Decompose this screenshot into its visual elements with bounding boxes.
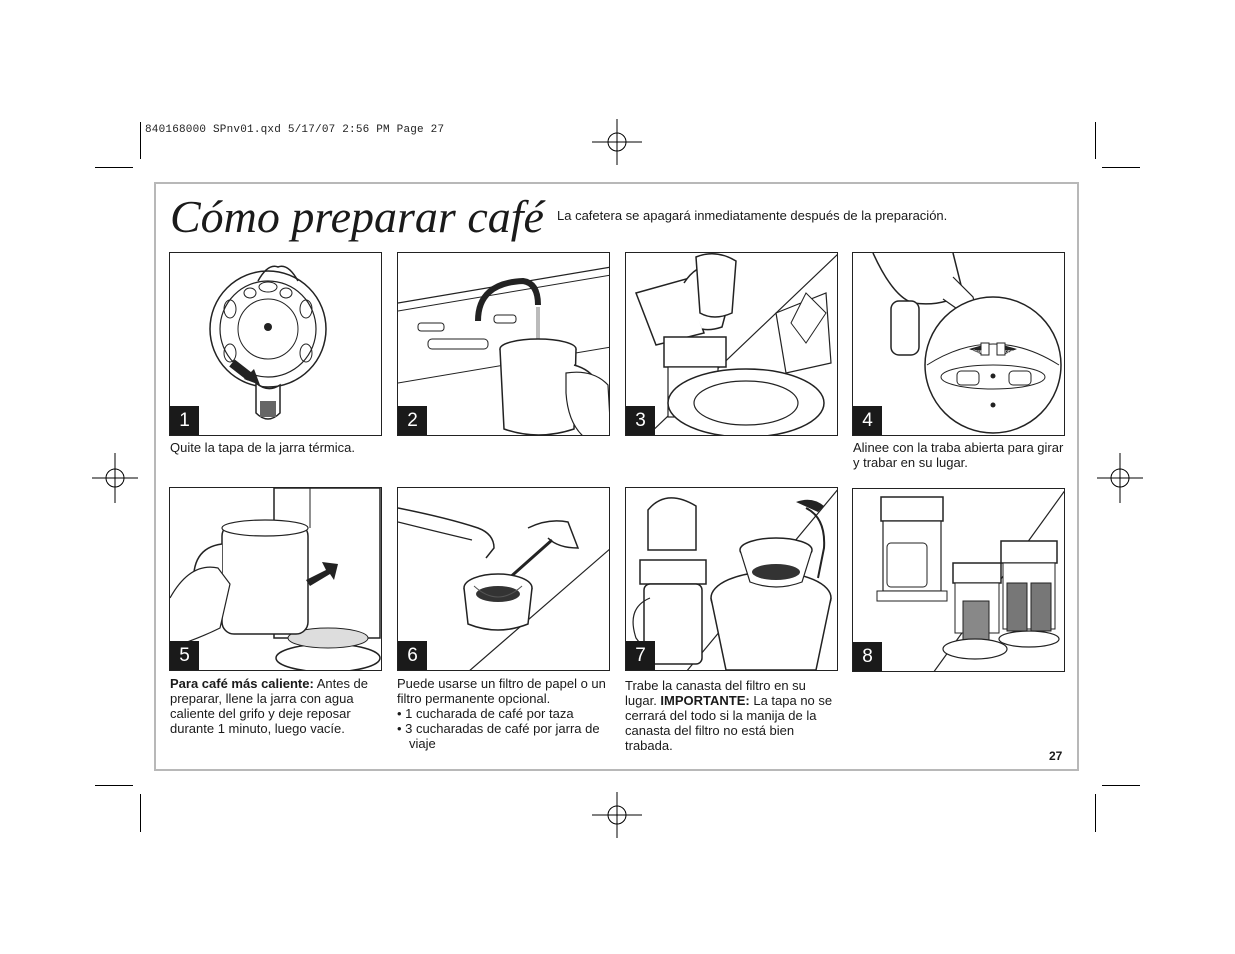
registration-mark-icon — [1097, 453, 1143, 503]
step-caption-4: Alinee con la traba abierta para girar y trabar en su lugar. — [853, 440, 1064, 470]
printer-slug: 840168000 SPnv01.qxd 5/17/07 2:56 PM Page 27 — [145, 124, 445, 136]
step-panel-8 — [852, 488, 1065, 672]
step-panel-1 — [169, 252, 382, 436]
caption-text: Antes de preparar, llene la jarra con agua caliente del grifo y deje reposar durante 1 minuto, luego vacíe. — [170, 676, 369, 736]
caption-text: Puede usarse un filtro de papel o un filtro permanente opcional. — [397, 676, 606, 706]
step-caption-5 — [170, 676, 380, 736]
caption-text-pre: Trabe la canasta del filtro en su lugar. — [625, 678, 806, 708]
lid-lock-icon — [853, 253, 1065, 436]
step-caption-1: Quite la tapa de la jarra térmica. — [170, 440, 355, 455]
lock-close-label: close — [971, 349, 983, 355]
crop-mark — [1102, 167, 1140, 168]
step-number: 6 — [398, 641, 427, 670]
insert-carafe-icon — [170, 488, 382, 671]
bullet-item: • 1 cucharada de café por taza — [397, 706, 611, 721]
crop-mark — [140, 794, 141, 832]
crop-mark — [95, 785, 133, 786]
faucet-fill-icon — [398, 253, 610, 436]
step-number: 8 — [853, 642, 882, 671]
crop-mark — [95, 167, 133, 168]
pour-water-icon — [626, 253, 838, 436]
bullet-item: • 3 cucharadas de café por jarra de viaje — [397, 721, 611, 751]
step-panel-4 — [852, 252, 1065, 436]
registration-mark-icon — [92, 453, 138, 503]
caption-bold: Para café más caliente: — [170, 676, 314, 691]
step-caption-7 — [625, 678, 839, 753]
coffeemaker-modes-icon — [853, 489, 1065, 672]
crop-mark — [1095, 794, 1096, 832]
caption-bullets — [397, 706, 611, 751]
caption-bold: IMPORTANTE: — [660, 693, 750, 708]
step-number: 4 — [853, 406, 882, 435]
step-number: 3 — [626, 406, 655, 435]
lock-open-label: open — [1005, 349, 1017, 355]
page-number: 27 — [1049, 749, 1063, 763]
filter-basket-icon — [626, 488, 838, 671]
carafe-lid-icon — [170, 253, 382, 436]
step-number: 2 — [398, 406, 427, 435]
registration-mark-icon — [592, 119, 642, 165]
step-panel-3 — [625, 252, 838, 436]
caption-text: La tapa no se cerrará del todo si la manija de la canasta del filtro no está bien trabada. — [625, 693, 833, 753]
filter-scoop-icon — [398, 488, 610, 671]
page-title: Cómo preparar café — [170, 191, 544, 242]
step-number: 5 — [170, 641, 199, 670]
step-caption-6 — [397, 676, 611, 751]
step-panel-5 — [169, 487, 382, 671]
step-number: 7 — [626, 641, 655, 670]
step-panel-2 — [397, 252, 610, 436]
step-panel-6 — [397, 487, 610, 671]
crop-mark — [1102, 785, 1140, 786]
step-panel-7 — [625, 487, 838, 671]
crop-mark — [1095, 122, 1096, 159]
registration-mark-icon — [592, 792, 642, 838]
page-subtitle: La cafetera se apagará inmediatamente después de la preparación. — [557, 208, 948, 223]
crop-mark — [140, 122, 141, 159]
step-number: 1 — [170, 406, 199, 435]
